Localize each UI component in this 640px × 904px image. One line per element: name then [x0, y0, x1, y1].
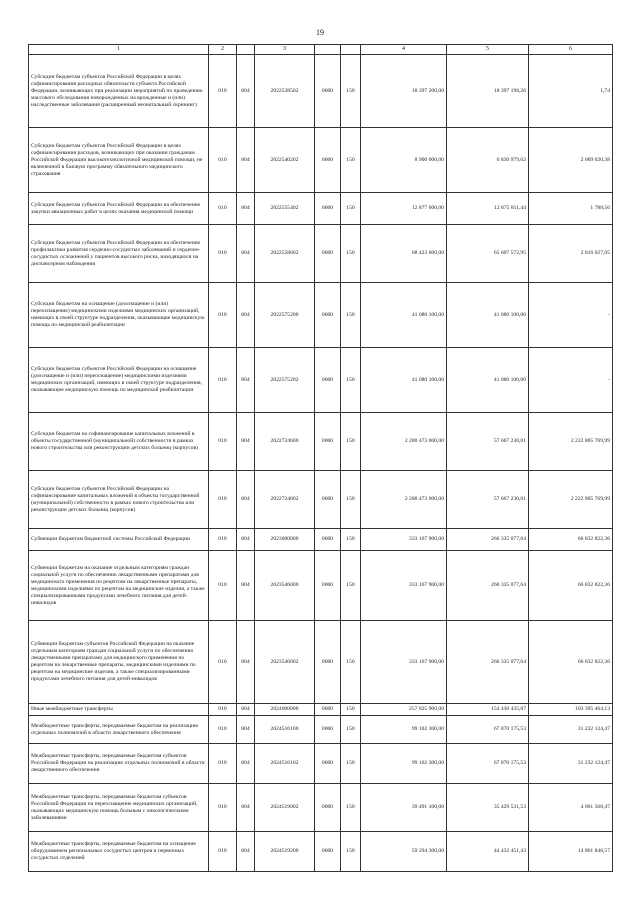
table-row: [29, 128, 613, 193]
header-cell: 3: [255, 45, 315, 55]
economic-code-cell: 150: [341, 784, 361, 832]
budget-code-cell: 010: [209, 55, 237, 128]
approved-amount-cell: 41 080 100,00: [361, 348, 447, 413]
chapter-code-cell: 804: [237, 128, 255, 193]
header-cell: 2: [209, 45, 237, 55]
unexecuted-amount-cell: -: [529, 283, 613, 348]
executed-amount-cell: 266 335 077,64: [447, 529, 529, 551]
unexecuted-amount-cell: 2 222 805 769,99: [529, 471, 613, 529]
program-code-cell: 0000: [315, 621, 341, 704]
chapter-code-cell: 804: [237, 283, 255, 348]
row-name-cell: Субвенции бюджетам бюджетной системы Российской Федерации: [29, 529, 209, 551]
chapter-code-cell: 804: [237, 621, 255, 704]
table-row: [29, 621, 613, 704]
unexecuted-amount-cell: 66 832 822,36: [529, 621, 613, 704]
executed-amount-cell: 41 080 100,00: [447, 283, 529, 348]
executed-amount-cell: 67 870 175,53: [447, 744, 529, 784]
unexecuted-amount-cell: 103 395 464,13: [529, 704, 613, 716]
page-number: 19: [316, 28, 324, 37]
executed-amount-cell: 41 080 100,00: [447, 348, 529, 413]
budget-code-cell: 010: [209, 413, 237, 471]
economic-code-cell: 150: [341, 716, 361, 744]
row-name-cell: Субвенции бюджетам на оказание отдельным категориям граждан социальной услуги по обеспечению лекарственными препаратами для медицинского применения по рецептам на лекарственные препараты, медицинскими изделиями по рецептам на медицинские изделия, а также специализированными продуктами лечебного питания для детей-инвалидов: [29, 551, 209, 621]
row-name-cell: Межбюджетные трансферты, передаваемые бюджетам на оснащение оборудованием региональных сосудистых центров и первичных сосудистых отделений: [29, 832, 209, 872]
approved-amount-cell: 59 294 300,00: [361, 832, 447, 872]
program-code-cell: 0000: [315, 225, 341, 283]
budget-code-cell: 010: [209, 529, 237, 551]
table-row: [29, 529, 613, 551]
budget-code-cell: 010: [209, 128, 237, 193]
executed-amount-cell: 67 870 175,53: [447, 716, 529, 744]
table-row: [29, 55, 613, 128]
row-name-cell: Межбюджетные трансферты, передаваемые бюджетам на реализацию отдельных полномочий в области лекарственного обеспечения: [29, 716, 209, 744]
executed-amount-cell: 12 875 811,44: [447, 193, 529, 225]
program-code-cell: 0000: [315, 471, 341, 529]
approved-amount-cell: 2 280 473 000,00: [361, 471, 447, 529]
table-row: [29, 551, 613, 621]
economic-code-cell: 150: [341, 55, 361, 128]
table-row: [29, 716, 613, 744]
budget-code-cell: 010: [209, 471, 237, 529]
header-cell: 4: [361, 45, 447, 55]
program-code-cell: 0000: [315, 55, 341, 128]
row-name-cell: Субсидии бюджетам субъектов Российской Федерации в целях софинансирования расходов, возникающих при оказании гражданам Российской Федерации высокотехнологичной медицинской помощи, не включенной в базовую программу обязательного медицинского страхования: [29, 128, 209, 193]
revenue-code-cell: 2023546000: [255, 551, 315, 621]
table-row: [29, 471, 613, 529]
approved-amount-cell: 18 397 200,00: [361, 55, 447, 128]
budget-code-cell: 010: [209, 784, 237, 832]
row-name-cell: Межбюджетные трансферты, передаваемые бюджетам субъектов Российской Федерации на реализацию отдельных полномочий в области лекарственного обеспечения: [29, 744, 209, 784]
chapter-code-cell: 804: [237, 551, 255, 621]
revenue-code-cell: 2022575200: [255, 283, 315, 348]
approved-amount-cell: 41 080 100,00: [361, 283, 447, 348]
budget-code-cell: 010: [209, 744, 237, 784]
economic-code-cell: 150: [341, 348, 361, 413]
budget-code-cell: 010: [209, 704, 237, 716]
unexecuted-amount-cell: 1 788,56: [529, 193, 613, 225]
revenue-code-cell: 2023546002: [255, 621, 315, 704]
budget-table: [28, 44, 613, 872]
chapter-code-cell: 804: [237, 832, 255, 872]
approved-amount-cell: 333 167 900,00: [361, 551, 447, 621]
program-code-cell: 0000: [315, 529, 341, 551]
economic-code-cell: 150: [341, 704, 361, 716]
table-row: [29, 283, 613, 348]
chapter-code-cell: 804: [237, 784, 255, 832]
budget-code-cell: 010: [209, 551, 237, 621]
budget-code-cell: 010: [209, 348, 237, 413]
table-row: [29, 784, 613, 832]
revenue-code-cell: 2024000000: [255, 704, 315, 716]
program-code-cell: 0000: [315, 784, 341, 832]
unexecuted-amount-cell: 66 832 822,36: [529, 551, 613, 621]
revenue-code-cell: 2022558602: [255, 225, 315, 283]
revenue-code-cell: 2024516100: [255, 716, 315, 744]
approved-amount-cell: 2 280 473 000,00: [361, 413, 447, 471]
program-code-cell: 0000: [315, 704, 341, 716]
row-name-cell: Иные межбюджетные трансферты: [29, 704, 209, 716]
budget-code-cell: 010: [209, 193, 237, 225]
approved-amount-cell: 99 102 300,00: [361, 744, 447, 784]
approved-amount-cell: 8 900 000,00: [361, 128, 447, 193]
unexecuted-amount-cell: 14 861 848,57: [529, 832, 613, 872]
row-name-cell: Субсидии бюджетам субъектов Российской Федерации на софинансирование капитальных вложений в объекты государственной (муниципальной) собственности в рамках нового строительства или реконструкции детских больниц (корпусов): [29, 471, 209, 529]
table-row: [29, 744, 613, 784]
table-row: [29, 348, 613, 413]
row-name-cell: Субсидии бюджетам субъектов Российской Федерации в целях софинансирования расходных обязательств субъекта Российской Федерации, возникающих при реализации мероприятий по проведению массового обследования новорожденных на врожденные и (или) наследственные заболевания (расширенный неонатальный скрининг): [29, 55, 209, 128]
header-cell: [315, 45, 341, 55]
program-code-cell: 0000: [315, 283, 341, 348]
table-row: [29, 704, 613, 716]
table-row: [29, 413, 613, 471]
unexecuted-amount-cell: 31 232 124,47: [529, 716, 613, 744]
executed-amount-cell: 65 607 572,95: [447, 225, 529, 283]
revenue-code-cell: 2022724602: [255, 471, 315, 529]
approved-amount-cell: 12 877 600,00: [361, 193, 447, 225]
executed-amount-cell: 266 335 077,64: [447, 551, 529, 621]
chapter-code-cell: 804: [237, 744, 255, 784]
table-row: [29, 832, 613, 872]
unexecuted-amount-cell: 4 061 568,47: [529, 784, 613, 832]
chapter-code-cell: 804: [237, 716, 255, 744]
economic-code-cell: 150: [341, 621, 361, 704]
header-cell: [341, 45, 361, 55]
approved-amount-cell: 333 167 900,00: [361, 621, 447, 704]
economic-code-cell: 150: [341, 832, 361, 872]
executed-amount-cell: 154 430 435,87: [447, 704, 529, 716]
approved-amount-cell: 257 825 900,00: [361, 704, 447, 716]
unexecuted-amount-cell: 2 816 027,05: [529, 225, 613, 283]
revenue-code-cell: 2024519200: [255, 832, 315, 872]
program-code-cell: 0000: [315, 413, 341, 471]
row-name-cell: Субсидии бюджетам на софинансирование капитальных вложений в объекты государственной (муниципальной) собственности в рамках нового строительства или реконструкции детских больниц (корпусов): [29, 413, 209, 471]
program-code-cell: 0000: [315, 744, 341, 784]
revenue-code-cell: 2023000000: [255, 529, 315, 551]
chapter-code-cell: 804: [237, 348, 255, 413]
executed-amount-cell: 35 429 531,53: [447, 784, 529, 832]
revenue-code-cell: 2022555402: [255, 193, 315, 225]
revenue-code-cell: 2024516102: [255, 744, 315, 784]
executed-amount-cell: 44 432 451,43: [447, 832, 529, 872]
chapter-code-cell: 804: [237, 529, 255, 551]
unexecuted-amount-cell: 1,74: [529, 55, 613, 128]
table-row: [29, 193, 613, 225]
unexecuted-amount-cell: 2 069 020,38: [529, 128, 613, 193]
row-name-cell: Субсидии бюджетам на оснащение (дооснащение и (или) переоснащение) медицинскими изделиями медицинских организаций, имеющих в своей структуре подразделения, оказывающие медицинскую помощь по медицинской реабилитации: [29, 283, 209, 348]
executed-amount-cell: 57 667 230,01: [447, 413, 529, 471]
row-name-cell: Субсидии бюджетам субъектов Российской Федерации на обеспечение профилактики развития сердечно-сосудистых заболеваний и сердечно-сосудистых осложнений у пациентов высокого риска, находящихся на диспансерном наблюдении: [29, 225, 209, 283]
economic-code-cell: 150: [341, 551, 361, 621]
chapter-code-cell: 804: [237, 55, 255, 128]
program-code-cell: 0000: [315, 716, 341, 744]
unexecuted-amount-cell: -: [529, 348, 613, 413]
budget-code-cell: 010: [209, 832, 237, 872]
chapter-code-cell: 804: [237, 413, 255, 471]
table-row: [29, 225, 613, 283]
approved-amount-cell: 99 102 300,00: [361, 716, 447, 744]
chapter-code-cell: 804: [237, 225, 255, 283]
chapter-code-cell: 804: [237, 193, 255, 225]
program-code-cell: 0000: [315, 551, 341, 621]
economic-code-cell: 150: [341, 193, 361, 225]
row-name-cell: Субсидии бюджетам субъектов Российской Федерации на обеспечение закупки авиационных работ в целях оказания медицинской помощи: [29, 193, 209, 225]
revenue-code-cell: 2022575202: [255, 348, 315, 413]
row-name-cell: Субсидии бюджетам субъектов Российской Федерации на оснащение (дооснащение и (или) переоснащение) медицинскими изделиями медицинских организаций, имеющих в своей структуре подразделения, оказывающие медицинскую помощь по медицинской реабилитации: [29, 348, 209, 413]
program-code-cell: 0000: [315, 128, 341, 193]
header-cell: 1: [29, 45, 209, 55]
unexecuted-amount-cell: 31 232 124,47: [529, 744, 613, 784]
revenue-code-cell: 2022540202: [255, 128, 315, 193]
unexecuted-amount-cell: 2 222 805 769,99: [529, 413, 613, 471]
revenue-code-cell: 2022724600: [255, 413, 315, 471]
program-code-cell: 0000: [315, 348, 341, 413]
economic-code-cell: 150: [341, 471, 361, 529]
approved-amount-cell: 39 491 100,00: [361, 784, 447, 832]
budget-code-cell: 010: [209, 283, 237, 348]
unexecuted-amount-cell: 66 832 822,36: [529, 529, 613, 551]
budget-code-cell: 010: [209, 621, 237, 704]
executed-amount-cell: 266 335 077,64: [447, 621, 529, 704]
executed-amount-cell: 57 667 230,01: [447, 471, 529, 529]
approved-amount-cell: 68 423 600,00: [361, 225, 447, 283]
header-cell: [237, 45, 255, 55]
chapter-code-cell: 804: [237, 704, 255, 716]
economic-code-cell: 150: [341, 128, 361, 193]
chapter-code-cell: 804: [237, 471, 255, 529]
economic-code-cell: 150: [341, 283, 361, 348]
approved-amount-cell: 333 167 900,00: [361, 529, 447, 551]
economic-code-cell: 150: [341, 413, 361, 471]
row-name-cell: Межбюджетные трансферты, передаваемые бюджетам субъектов Российской Федерации на переоснащение медицинских организаций, оказывающих медицинскую помощь больным с онкологическими заболеваниями: [29, 784, 209, 832]
table-header-row: [29, 45, 613, 55]
economic-code-cell: 150: [341, 529, 361, 551]
economic-code-cell: 150: [341, 225, 361, 283]
header-cell: 6: [529, 45, 613, 55]
economic-code-cell: 150: [341, 744, 361, 784]
executed-amount-cell: 6 830 979,62: [447, 128, 529, 193]
revenue-code-cell: 2024519002: [255, 784, 315, 832]
executed-amount-cell: 18 397 198,26: [447, 55, 529, 128]
header-cell: 5: [447, 45, 529, 55]
program-code-cell: 0000: [315, 832, 341, 872]
program-code-cell: 0000: [315, 193, 341, 225]
budget-code-cell: 010: [209, 716, 237, 744]
revenue-code-cell: 2022538502: [255, 55, 315, 128]
budget-code-cell: 010: [209, 225, 237, 283]
row-name-cell: Субвенции бюджетам субъектов Российской Федерации на оказание отдельным категориям граждан социальной услуги по обеспечению лекарственными препаратами для медицинского применения по рецептам на лекарственные препараты, медицинскими изделиями по рецептам на медицинские изделия, а также специализированными продуктами лечебного питания для детей-инвалидов: [29, 621, 209, 704]
